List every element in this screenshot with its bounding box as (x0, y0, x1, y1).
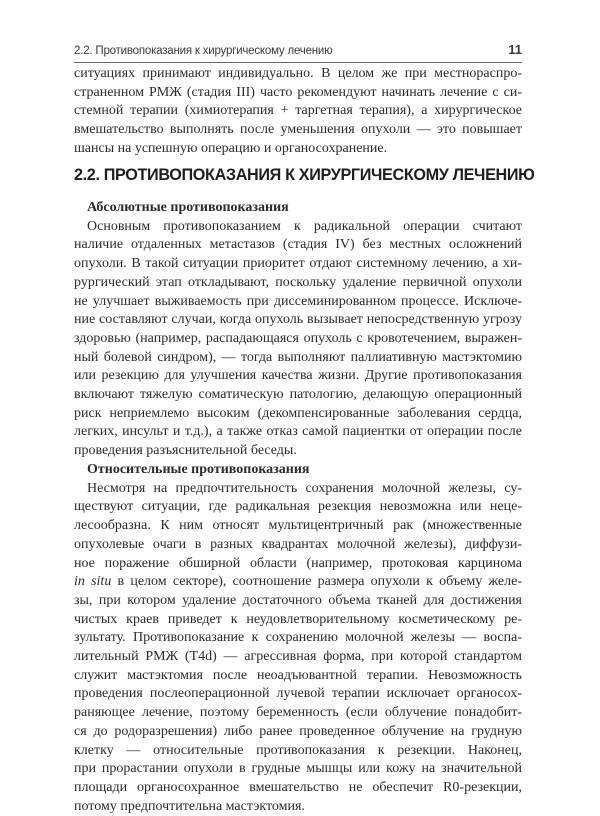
text-line: или резекцию для улучшения качества жизни. Другие противопоказания (74, 368, 522, 384)
italic-term: in situ (74, 574, 112, 590)
text-line: страненном РМЖ (стадия III) часто рекомендуют начинать лечение с си- (74, 84, 522, 100)
text-line: потому предпочтительна мастэктомия. (74, 798, 305, 814)
subheading-absolute: Абсолютные противопоказания (87, 200, 289, 215)
text-line: чистых краев приведет к неудовлетворительному косметическому ре- (74, 611, 522, 627)
text-line: при прорастании опухоли в грудные мышцы или кожу на значительной (74, 761, 522, 777)
text-line: клетку — относительные противопоказания к резекции. Наконец, (74, 742, 522, 758)
running-head (74, 42, 522, 62)
text-line: ное поражение обширной области (например, протоковая карцинома (74, 555, 522, 571)
page-number: 11 (508, 42, 522, 57)
subheading-relative: Относительные противопоказания (87, 462, 310, 477)
text-line (74, 573, 522, 592)
text-line: лительный РМЖ (T4d) — агрессивная форма, при которой стандартом (74, 649, 522, 665)
text-line: проведения послеоперационной лучевой терапии исключает органосох- (74, 686, 522, 702)
absolute-contraindications (74, 199, 522, 461)
text-line: лесообразна. К ним относят мультицентричный рак (множественные (74, 518, 522, 534)
text-line: здоровью (например, распадающаяся опухоль с кровотечением, выражен- (74, 330, 522, 346)
text-line: включают тяжелую соматическую патологию, делающую операционный (74, 387, 522, 403)
header-rule (74, 62, 522, 63)
text-line: ществуют ситуации, где радикальная резекция невозможна или неце- (74, 499, 522, 515)
text-line: зы, при котором удаление достаточного объема тканей для достижения (74, 592, 522, 608)
text-line: зультату. Противопоказание к сохранению молочной железы — воспа- (74, 630, 522, 646)
text-line: не улучшает выживаемость при диссеминированном процессе. Исключе- (74, 293, 522, 309)
running-head-title: 2.2. Противопоказания к хирургическому лечению (74, 45, 333, 57)
text-line: легких, инсульт и т.д.), а также отказ самой пациентки от операции после (74, 424, 522, 440)
text-line: служит мастэктомия после неоадъювантной терапии. Невозможность (74, 667, 522, 683)
text-line: ный болевой синдром), — тогда выполняют паллиативную мастэктомию (74, 349, 522, 365)
text-line: площади органосохранное вмешательство не обеспечит R0-резекции, (74, 779, 522, 795)
section-heading: 2.2. ПРОТИВОПОКАЗАНИЯ К ХИРУРГИЧЕСКОМУ ЛЕЧЕНИЮ (74, 166, 535, 184)
text-line: проведения разъяснительной беседы. (74, 443, 297, 459)
text-line-rest: в целом секторе), соотношение размера опухоли к объему желе- (111, 574, 522, 590)
text-line: риск неприемлемо высоким (декомпенсированные заболевания сердца, (74, 405, 522, 421)
text-line: ситуациях принимают индивидуально. В целом же при местнораспро- (74, 66, 522, 81)
text-line: наличие отдаленных метастазов (стадия IV) без местных осложнений (74, 237, 522, 253)
text-line: Несмотря на предпочтительность сохранения молочной железы, су- (87, 480, 522, 496)
text-line: раняющее лечение, поэтому беременность (если облучение понадобит- (74, 705, 522, 721)
text-line: шансы на успешную операцию и органосохранение. (74, 140, 388, 156)
text-line: ние составляют случаи, когда опухоль вызывает непосредственную угрозу (74, 312, 522, 328)
text-line: стемной терапии (химиотерапия + таргетная терапия), а хирургическое (74, 103, 522, 119)
text-line: ся до родоразрешения) либо ранее проведенное облучение на грудную (74, 723, 522, 739)
text-line: опухоли. В такой ситуации приоритет отдают системному лечению, а хи- (74, 256, 522, 272)
text-line: вмешательство выполнять после уменьшения опухоли — это повышает (74, 122, 522, 138)
intro-paragraph (74, 65, 522, 159)
relative-contraindications (74, 461, 522, 816)
text-line: Основным противопоказанием к радикальной операции считают (87, 218, 522, 234)
text-line: рургический этап откладывают, поскольку удаление первичной опухоли (74, 274, 522, 290)
text-line: опухолевые очаги в разных квадрантах молочной железы), диффузи- (74, 536, 522, 552)
